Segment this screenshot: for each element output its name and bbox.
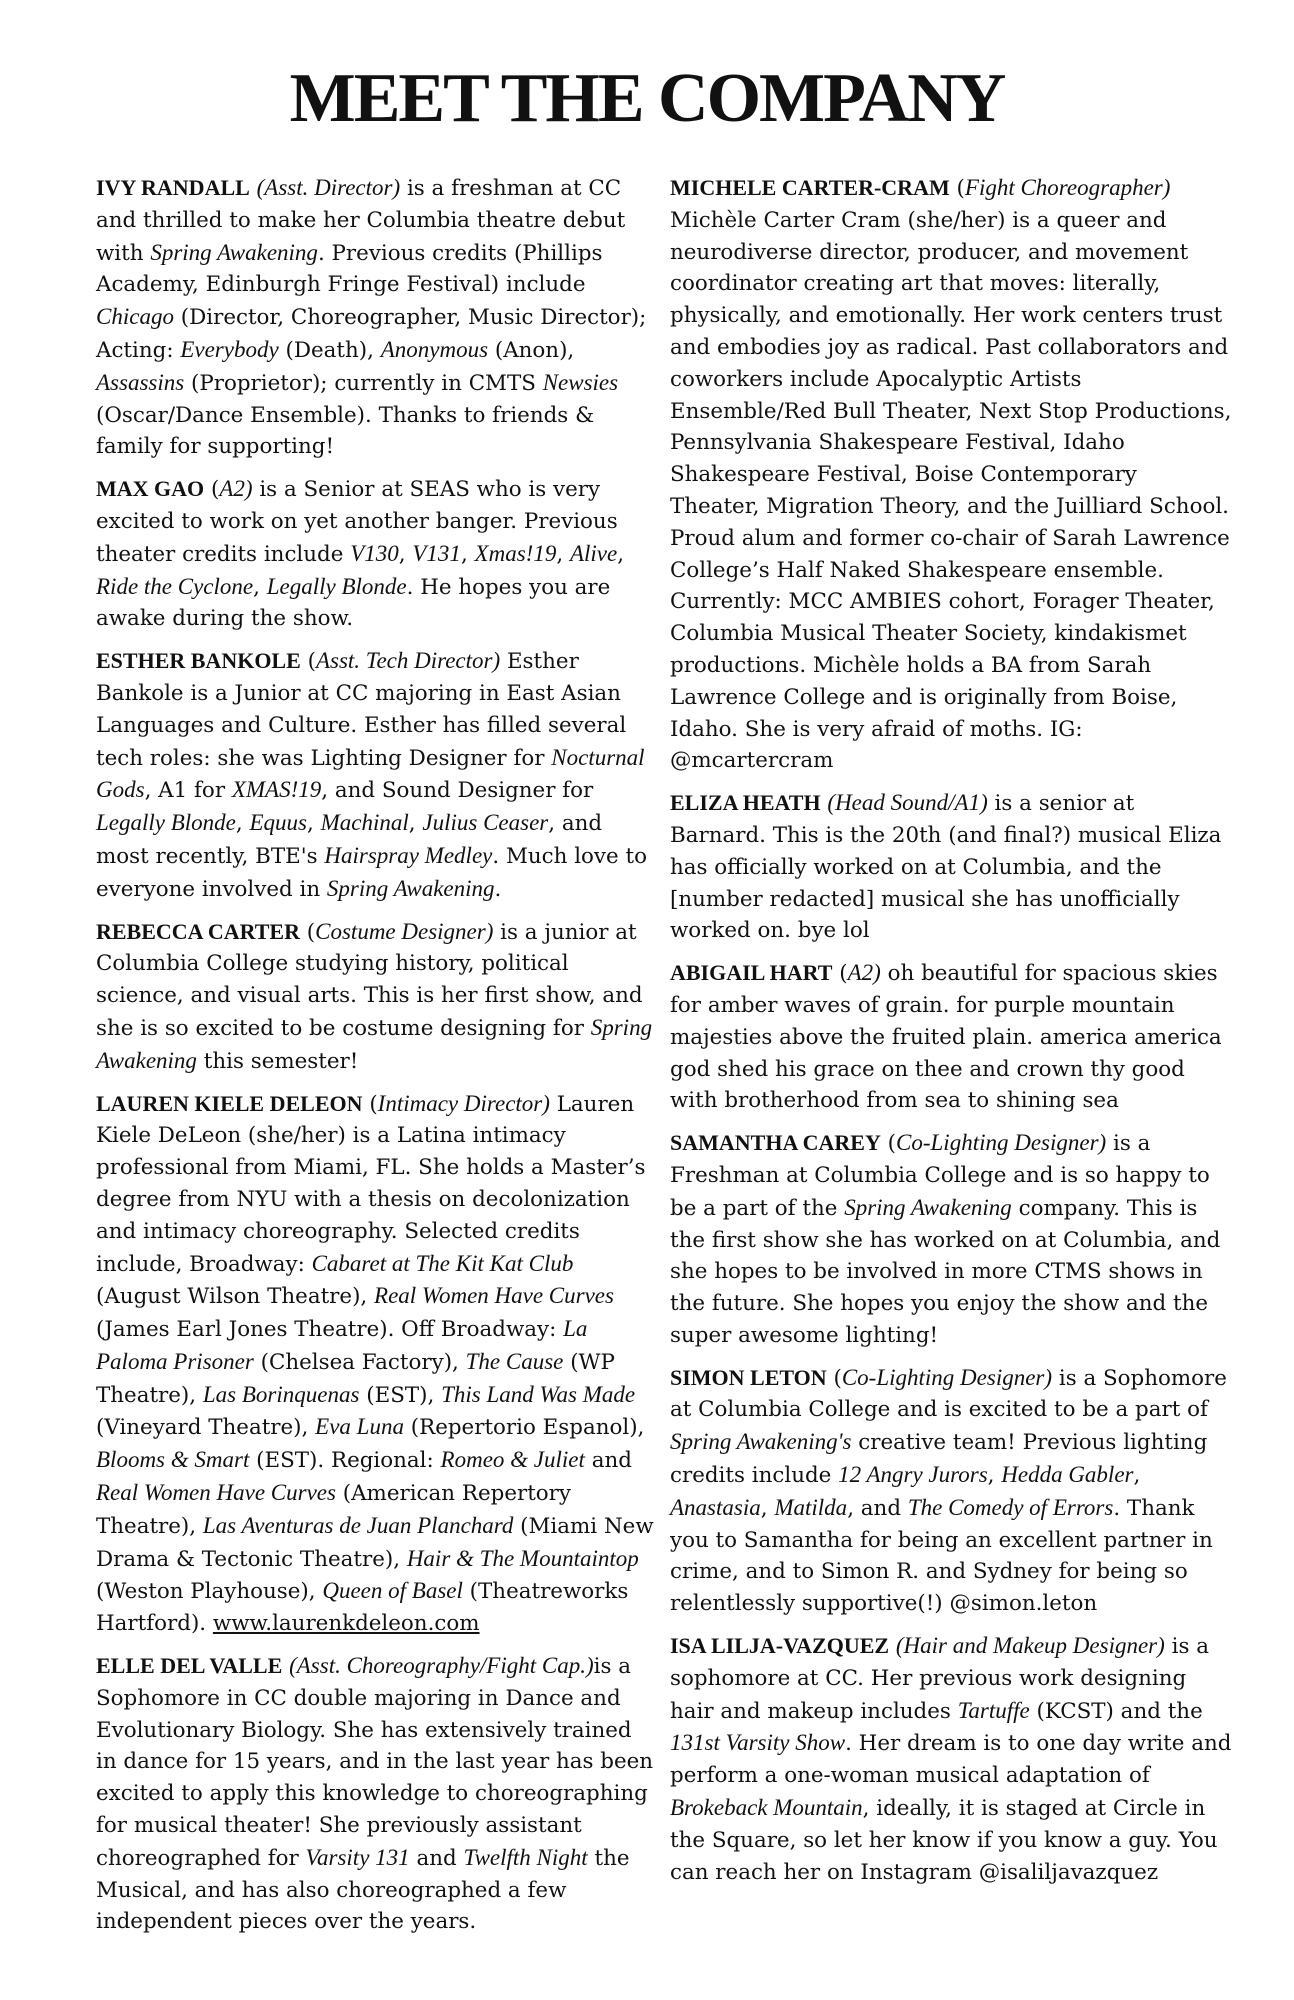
work-title: Spring Awakening (844, 1194, 1012, 1220)
bio-text: this semester! (196, 1048, 359, 1074)
bio-text: , and Sound Designer for (321, 778, 594, 804)
left-column (96, 172, 658, 1948)
work-title: V131 (412, 540, 461, 566)
work-title: Julius Ceaser (422, 810, 549, 836)
work-title: Everybody (180, 336, 279, 362)
bio-text: (WP Theatre), (96, 1349, 615, 1408)
work-title: This Land Was Made (441, 1381, 636, 1407)
bio-michele (670, 172, 1232, 777)
bio-text: (KCST) and the (1029, 1698, 1203, 1724)
bio-name: MAX GAO (96, 476, 205, 502)
bio-text: (Proprietor); currently in CMTS (184, 370, 543, 396)
bio-text: , (987, 1463, 1002, 1489)
bio-text: , (556, 541, 570, 567)
bio-text: ( (832, 961, 848, 987)
bio-esther (96, 645, 658, 905)
work-title: Spring Awakening (326, 875, 495, 901)
work-title: Anonymous (380, 336, 489, 362)
bio-text: , (408, 811, 423, 837)
bio-name: MICHELE CARTER-CRAM (670, 175, 950, 200)
bio-max (96, 473, 658, 635)
bio-simon (670, 1362, 1232, 1620)
bio-text: (American Repertory Theatre), (96, 1481, 571, 1539)
bio-text: . (494, 876, 502, 902)
right-column (670, 172, 1232, 1898)
work-title: Newsies (542, 369, 619, 395)
work-title: The Cause (465, 1348, 564, 1374)
work-title: Hair & The Mountaintop (406, 1545, 639, 1571)
bio-text: and (409, 1845, 464, 1871)
work-title: Twelfth Night (463, 1844, 588, 1870)
work-title: Ride the Cyclone (96, 573, 254, 599)
bio-name: SIMON LETON (670, 1364, 827, 1390)
bio-text: (Weston Playhouse), (96, 1579, 323, 1605)
bio-text: is a sophomore at CC. Her previous work designing hair and makeup includes (670, 1634, 1209, 1724)
bio-text: is a senior at Barnard. This is the 20th (and final?) musical Eliza has officially worked on at Columbia, and the [number redacted] musical she has unofficially worked on. bye lol (670, 791, 1222, 944)
bio-text: (August Wilson Theatre), (96, 1284, 375, 1310)
bio-text: , (760, 1495, 775, 1521)
work-title: Las Borinquenas (202, 1381, 360, 1407)
bio-text: is a Freshman at Columbia College and is so happy to be a part of the (670, 1131, 1210, 1221)
bio-role: Fight Choreographer) (964, 175, 1171, 200)
bio-text: company. This is the first show she has worked on at Columbia, and she hopes to be involved in more CTMS shows in the future. She hopes you enjoy the show and the super awesome lighting! (670, 1195, 1221, 1348)
bio-role: (Asst. Choreography/Fight Cap.) (289, 1653, 594, 1679)
bio-role: (Hair and Makeup Designer) (895, 1633, 1165, 1659)
work-title: Cabaret at The Kit Kat Club (311, 1250, 574, 1276)
work-title: Nocturnal Gods (96, 744, 645, 803)
bio-text: (Director, Choreographer, Music Director); Acting: (96, 305, 647, 363)
work-title: Spring Awakening (150, 239, 318, 265)
bio-name: ELIZA HEATH (670, 790, 821, 816)
bio-name: ELLE DEL VALLE (96, 1653, 283, 1679)
bio-text: (Anon), (488, 337, 575, 363)
bio-text: is a junior at Columbia College studying history, political science, and visual arts. This is her first show, and she is so excited to be costume designing for (96, 919, 643, 1041)
bio-text: , A1 for (144, 778, 232, 804)
bio-text: (Chelsea Factory), (253, 1349, 466, 1375)
work-title: V130 (350, 540, 399, 566)
work-title: Legally Blonde (266, 573, 407, 599)
bio-text: ( (826, 1365, 842, 1391)
bio-role: (Asst. Director) (256, 175, 401, 200)
bio-text: , (460, 541, 475, 567)
bio-text: ( (949, 176, 965, 201)
bio-text: (EST). Regional: (249, 1448, 441, 1474)
work-title: Chicago (96, 304, 174, 330)
work-title: Legally Blonde (96, 810, 236, 836)
bio-text: Lauren Kiele DeLeon (she/her) is a Latina intimacy professional from Miami, FL. She holds a Master’s degree from NYU with a thesis on decolonization and intimacy choreography. Selected credits include, Broadway: (96, 1091, 646, 1277)
bio-text: ( (362, 1091, 378, 1117)
bio-text (889, 1634, 896, 1659)
bio-text: . He hopes you are awake during the show. (96, 574, 611, 632)
bio-text: , (398, 541, 413, 567)
bio-name: ABIGAIL HART (670, 960, 833, 986)
bio-text: ( (299, 919, 316, 945)
work-title: La Paloma Prisoner (96, 1316, 588, 1374)
bio-ivy (96, 172, 658, 463)
bio-role: A2) (847, 960, 881, 986)
bio-name: SAMANTHA CAREY (670, 1130, 881, 1156)
bio-rebecca (96, 916, 658, 1078)
bio-text (250, 176, 257, 201)
work-title: Tartuffe (957, 1697, 1030, 1723)
work-title: Spring Awakening's (670, 1429, 852, 1455)
bio-text: oh beautiful for spacious skies for amber waves of grain. for purple mountain majesties above the fruited plain. america america god shed his grace on thee and crown thy good with brotherhood from sea to shining sea (670, 961, 1222, 1114)
work-title: The Comedy of Errors (907, 1494, 1114, 1520)
bio-text: is a Sophomore in CC double majoring in Dance and Evolutionary Biology. She has extensively trained in dance for 15 years, and in the last year has been excited to apply this knowledge to choreographing for musical theater! She previously assistant choreographed for (96, 1654, 654, 1871)
bio-text: , ideally, it is staged at Circle in the Square, so let her know if you know a guy. You can reach her on Instagram @isaliljavazquez (670, 1796, 1218, 1885)
work-title: Queen of Basel (322, 1578, 463, 1604)
bio-text: the Musical, and has also choreographed a few independent pieces over the years. (96, 1845, 630, 1935)
bio-text: , and most recently, BTE's (96, 811, 603, 869)
bio-text: , and (847, 1495, 908, 1521)
work-title: Matilda (774, 1494, 848, 1520)
bio-role: A2) (219, 476, 253, 502)
bio-text: is a freshman at CC and thrilled to make her Columbia theatre debut with (96, 176, 626, 266)
bio-text: Michèle Carter Cram (she/her) is a queer and neurodiverse director, producer, and movement coordinator creating art that moves: literally, physically, and emotionally. Her work centers trust and embodies joy as radical. Past collaborators and coworkers include Apocalyptic Artists Ensemble/Red Bull Theater, Next Stop Productions, Pennsylvania Shakespeare Festival, Idaho Shakespeare Festival, Boise Contemporary Theater, Migration Theory, and the Juilliard School. Proud alum and former co-chair of Sarah Lawrence College’s Half Naked Shakespeare ensemble. Currently: MCC AMBIES cohort, Forager Theater, Columbia Musical Theater Society, kindakismet productions. Michèle holds a BA from Sarah Lawrence College and is originally from Boise, Idaho. She is very afraid of moths. IG: @mcartercram (670, 207, 1232, 774)
work-title: Anastasia (670, 1494, 761, 1520)
bio-text: . Much love to everyone involved in (96, 843, 647, 902)
bio-name: REBECCA CARTER (96, 918, 300, 944)
work-title: Alive (569, 540, 618, 566)
bio-text: (Theatreworks Hartford). (96, 1579, 629, 1637)
work-title: Real Women Have Curves (96, 1480, 336, 1506)
bio-role: Intimacy Director) (377, 1090, 550, 1116)
bio-text: (Death), (278, 337, 381, 363)
bio-role: Asst. Tech Director) (315, 648, 501, 674)
work-title: XMAS!19 (231, 777, 322, 803)
bio-role: Co-Lighting Designer) (841, 1364, 1053, 1390)
bio-abigail (670, 957, 1232, 1117)
work-title: Varsity 131 (305, 1844, 410, 1870)
website-link[interactable]: www.laurenkdeleon.com (212, 1611, 480, 1637)
bio-text: creative team! Previous lighting credits include (670, 1430, 1208, 1489)
bio-isa (670, 1630, 1232, 1888)
work-title: Las Aventuras de Juan Planchard (202, 1512, 514, 1538)
work-title: 131st Varsity Show (670, 1730, 846, 1756)
bio-eliza (670, 787, 1232, 947)
bio-text: , (617, 541, 624, 567)
bio-text: is a Senior at SEAS who is very excited to work on yet another banger. Previous theater credits include (96, 477, 618, 567)
bio-text: . Thank you to Samantha for being an excellent partner in crime, and to Simon R. and Sydney for being so relentlessly supportive(!) @simon.leton (670, 1495, 1213, 1617)
work-title: 12 Angry Jurors (838, 1462, 988, 1488)
work-title: Hedda Gabler (1001, 1462, 1134, 1488)
bio-role: Costume Designer) (315, 918, 494, 944)
bio-name: IVY RANDALL (96, 175, 250, 200)
bio-name: LAUREN KIELE DELEON (96, 1090, 363, 1116)
work-title: Brokeback Mountain (670, 1795, 863, 1821)
bio-text: . Her dream is to one day write and perform a one-woman musical adaptation of (670, 1731, 1232, 1789)
bio-samantha (670, 1127, 1232, 1352)
bio-role: (Head Sound/A1) (827, 790, 988, 816)
page-title: MEET THE COMPANY (289, 60, 1005, 137)
bio-text: (Miami New Drama & Tectonic Theatre), (96, 1513, 654, 1572)
bio-text: (Oscar/Dance Ensemble). Thanks to friends & family for supporting! (96, 402, 595, 460)
bio-text: is a Sophomore at Columbia College and is excited to be a part of (670, 1365, 1227, 1423)
bio-text: , (307, 811, 321, 837)
bio-text: , (1133, 1463, 1141, 1489)
work-title: Blooms & Smart (96, 1447, 250, 1473)
work-title: Real Women Have Curves (374, 1283, 614, 1309)
bio-text: , (253, 574, 267, 600)
work-title: Eva Luna (315, 1414, 404, 1440)
bio-text: ( (300, 649, 316, 675)
work-title: Spring Awakening (96, 1014, 653, 1073)
bio-text: ( (880, 1131, 897, 1157)
bio-text: and (584, 1448, 632, 1474)
bio-name: ISA LILJA-VAZQUEZ (670, 1633, 890, 1659)
bio-text: (Repertorio Espanol), (403, 1415, 645, 1441)
work-title: Assassins (96, 369, 185, 395)
bio-name: ESTHER BANKOLE (96, 648, 301, 674)
bio-elle (96, 1650, 658, 1938)
work-title: Equus (249, 810, 307, 836)
bio-text: , (235, 811, 250, 837)
bio-text: (James Earl Jones Theatre). Off Broadway: (96, 1317, 564, 1343)
bio-text: (Vineyard Theatre), (96, 1415, 316, 1441)
bio-text: ( (204, 477, 220, 503)
work-title: Xmas!19 (474, 540, 557, 566)
bio-text: (EST), (359, 1382, 442, 1408)
bio-lauren (96, 1088, 658, 1641)
bio-role: Co-Lighting Designer) (896, 1130, 1107, 1156)
bio-text: Esther Bankole is a Junior at CC majoring in East Asian Languages and Culture. Esther has filled several tech roles: she was Lighting Designer for (96, 649, 627, 771)
bio-text: . Previous credits (Phillips Academy, Edinburgh Fringe Festival) include (96, 240, 603, 298)
work-title: Machinal (320, 810, 409, 836)
work-title: Romeo & Juliet (440, 1447, 585, 1473)
work-title: Hairspray Medley (324, 842, 493, 868)
